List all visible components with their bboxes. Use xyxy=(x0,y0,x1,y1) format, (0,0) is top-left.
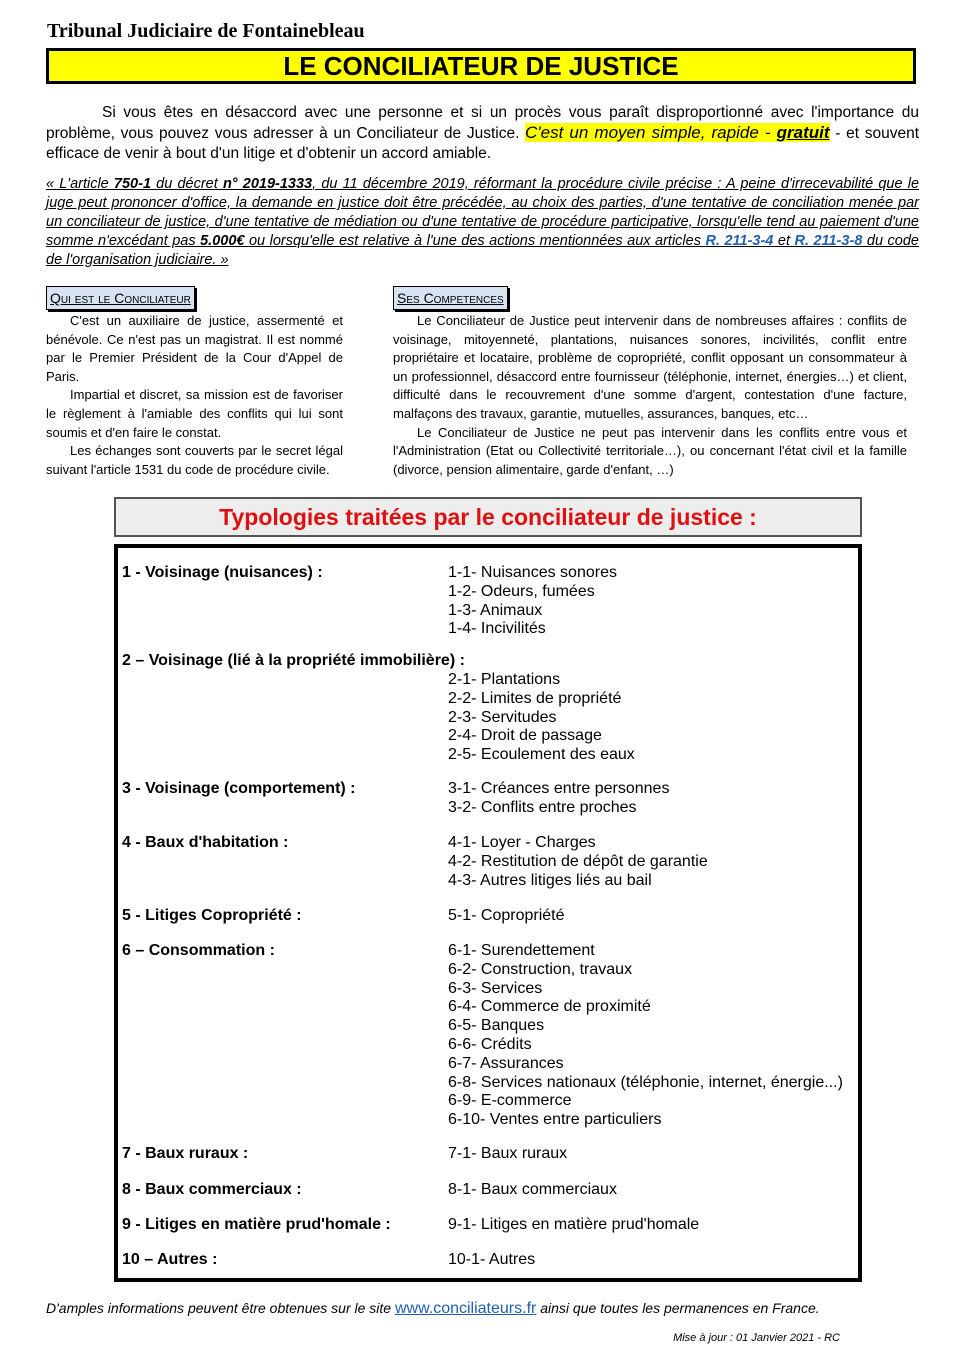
category-label: 5 - Litiges Copropriété : xyxy=(122,907,302,924)
category-item: 6-10- Ventes entre particuliers xyxy=(448,1111,662,1129)
typologies-title: Typologies traitées par le conciliateur de justice : xyxy=(114,497,862,537)
category-item: 6-7- Assurances xyxy=(448,1054,564,1072)
category-item: 1-2- Odeurs, fumées xyxy=(448,582,595,600)
amount-limit: 5.000€ xyxy=(200,233,245,249)
category-label: 10 – Autres : xyxy=(122,1251,218,1268)
category-item: 4-3- Autres litiges liés au bail xyxy=(448,871,652,889)
category-label: 3 - Voisinage (comportement) : xyxy=(122,780,356,797)
competences-paragraph: Le Conciliateur de Justice peut intervenir dans de nombreuses affaires : conflits de voisinage, mitoyenneté, plantations, nuisances sonores, incivilités, conflit entre propriétaire et locataire, problème de copropriété, conflit opposant un consommateur à un professionnel, désaccord entre fournisseur (téléphonie, internet, énergies…) et client, difficulté dans le recouvrement d'une somme d'argent, contestation d'une facture, malfaçons des travaux, garantie, mutuelles, assurances, banques, etc… xyxy=(393,313,907,421)
intro-paragraph xyxy=(46,103,919,164)
who-heading: Qui est le Conciliateur xyxy=(46,286,195,310)
decret-number: n° 2019-1333 xyxy=(222,176,313,192)
category-label: 4 - Baux d'habitation : xyxy=(122,834,289,851)
category-item: 3-2- Conflits entre proches xyxy=(448,798,637,816)
category-label: 2 – Voisinage (lié à la propriété immobilière) : xyxy=(122,652,465,669)
category-label: 9 - Litiges en matière prud'homale : xyxy=(122,1216,391,1233)
category-item: 10-1- Autres xyxy=(448,1251,536,1268)
category-item: 2-4- Droit de passage xyxy=(448,727,602,745)
page-title: LE CONCILIATEUR DE JUSTICE xyxy=(46,48,916,84)
who-column xyxy=(46,312,343,479)
category-item: 7-1- Baux ruraux xyxy=(448,1145,568,1162)
category-item: 2-5- Ecoulement des eaux xyxy=(448,746,635,764)
who-paragraph: Impartial et discret, sa mission est de favoriser le règlement à l'amiable des conflits qui lui sont soumis et d'en faire le constat. xyxy=(46,387,343,440)
category-item: 1-3- Animaux xyxy=(448,601,543,619)
website-link[interactable]: www.conciliateurs.fr xyxy=(394,1300,537,1317)
intro-text: Si vous êtes en désaccord avec une personne et si un procès vous paraît disproportionné avec l'importance du problème, vous pouvez vous adresser à un Conciliateur de Justice. xyxy=(46,104,919,142)
typologies-list xyxy=(114,544,862,1282)
category-label: 7 - Baux ruraux : xyxy=(122,1145,249,1162)
category-item: 6-9- E-commerce xyxy=(448,1092,572,1110)
category-item: 6-8- Services nationaux (téléphonie, internet, énergie...) xyxy=(448,1073,843,1091)
update-date: Mise à jour : 01 Janvier 2021 - RC xyxy=(673,1332,840,1344)
competences-column xyxy=(393,312,907,479)
category-item: 6-1- Surendettement xyxy=(448,942,595,959)
category-label: 6 – Consommation : xyxy=(122,942,275,959)
category-item: 4-1- Loyer - Charges xyxy=(448,834,596,851)
category-item: 9-1- Litiges en matière prud'homale xyxy=(448,1216,700,1233)
category-item: 6-4- Commerce de proximité xyxy=(448,998,651,1016)
competences-heading: Ses Competences xyxy=(393,286,508,310)
intro-highlight-bold: gratuit xyxy=(776,123,830,142)
intro-highlight: C'est un moyen simple, rapide - gratuit xyxy=(525,123,830,142)
legal-quote: « L'article 750-1 du décret n° 2019-1333, du 11 décembre 2019, réformant la procédure civile précise : A peine d'irrecevabilité que le juge peut prononcer d'office, la demande en justice doit être précédée, au choix des parties, d'une tentative de conciliation menée par un conciliateur de justice, d'une tentative de médiation ou d'une tentative de procédure participative, lorsqu'elle tend au paiement d'une somme n'excédant pas 5.000€ ou lorsqu'elle est relative à l'une des actions mentionnées aux articles R. 211-3-4 et R. 211-3-8 du code de l'organisation judiciaire. » xyxy=(46,176,920,268)
category-item: 2-2- Limites de propriété xyxy=(448,689,622,707)
category-item: 5-1- Copropriété xyxy=(448,907,565,924)
competences-paragraph: Le Conciliateur de Justice ne peut pas intervenir dans les conflits entre vous et l'Administration (Etat ou Collectivité territoriale…), ou concernant l'état civil et la famille (divorce, pension alimentaire, garde d'enfant, …) xyxy=(393,424,907,477)
category-item: 6-2- Construction, travaux xyxy=(448,960,633,978)
category-item: 8-1- Baux commerciaux xyxy=(448,1181,617,1198)
category-item: 3-1- Créances entre personnes xyxy=(448,780,670,797)
who-paragraph: Les échanges sont couverts par le secret légal suivant l'article 1531 du code de procédure civile. xyxy=(46,443,343,477)
category-label: 8 - Baux commerciaux : xyxy=(122,1181,302,1198)
category-item: 6-3- Services xyxy=(448,979,543,997)
category-label: 1 - Voisinage (nuisances) : xyxy=(122,564,323,581)
intro-text-end: - et souvent efficace de venir à bout d'un litige et d'obtenir un accord amiable. xyxy=(46,125,920,162)
court-name: Tribunal Judiciaire de Fontainebleau xyxy=(47,20,365,42)
category-item: 2-3- Servitudes xyxy=(448,708,557,726)
category-item: 1-4- Incivilités xyxy=(448,620,546,638)
category-item: 2-1- Plantations xyxy=(448,671,561,688)
article-link-2[interactable]: R. 211-3-8 xyxy=(794,233,863,249)
who-paragraph: C'est un auxiliaire de justice, assermenté et bénévole. Ce n'est pas un magistrat. Il est nommé par le Premier Président de la Cour d'Appel de Paris. xyxy=(46,313,343,384)
article-number: 750-1 xyxy=(113,176,152,192)
category-item: 6-5- Banques xyxy=(448,1017,545,1035)
category-item: 6-6- Crédits xyxy=(448,1036,532,1053)
category-item: 4-2- Restitution de dépôt de garantie xyxy=(448,852,708,870)
article-link-1[interactable]: R. 211-3-4 xyxy=(705,233,774,249)
footer-note: D'amples informations peuvent être obtenues sur le site www.conciliateurs.fr ainsi que toutes les permanences en France. xyxy=(46,1300,820,1317)
category-item: 1-1- Nuisances sonores xyxy=(448,564,617,581)
